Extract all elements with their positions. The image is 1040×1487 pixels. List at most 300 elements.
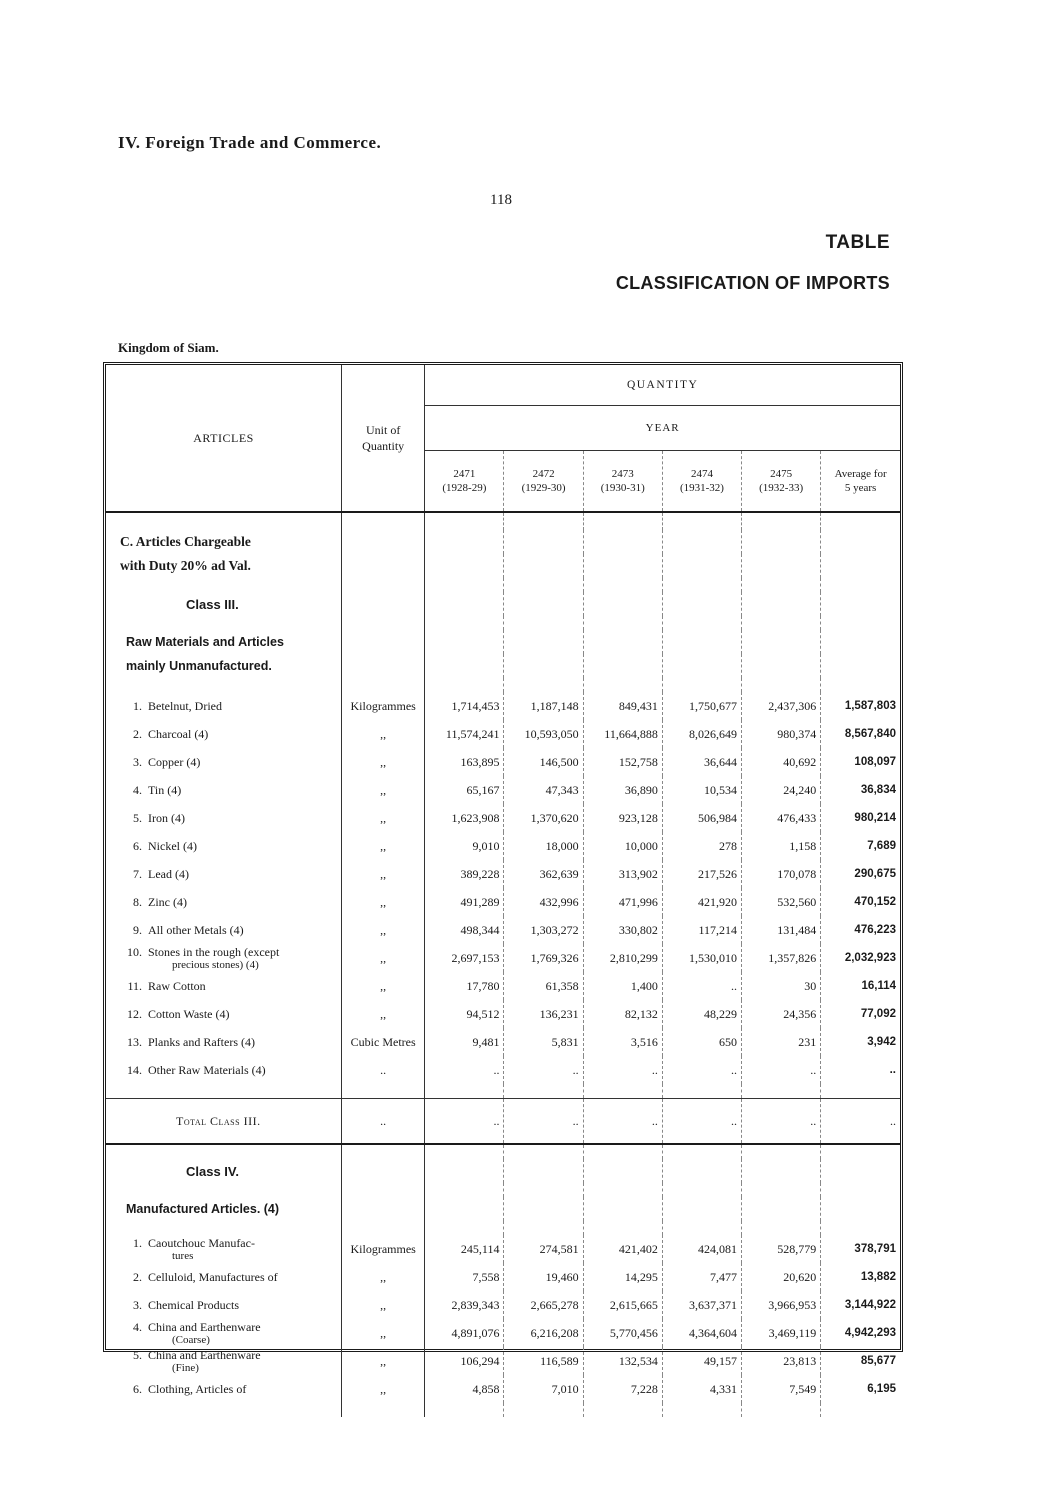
unit-cell xyxy=(342,512,425,530)
table-row xyxy=(106,1291,900,1319)
article-name xyxy=(106,1347,342,1375)
value-cell: 528,779 xyxy=(742,1235,821,1263)
table-row xyxy=(106,1263,900,1291)
table-row xyxy=(106,888,900,916)
article-index: 5. xyxy=(133,1348,142,1362)
value-cell xyxy=(425,616,504,630)
value-cell xyxy=(821,1221,900,1235)
value-cell xyxy=(821,1183,900,1197)
value-cell: 1,623,908 xyxy=(425,804,504,832)
value-cell xyxy=(583,592,662,616)
value-cell xyxy=(662,530,741,554)
value-cell: 313,902 xyxy=(583,860,662,888)
value-cell: 1,769,326 xyxy=(504,944,583,972)
class-iii-subtitle-2-row xyxy=(106,654,900,678)
table-row xyxy=(106,1347,900,1375)
value-cell xyxy=(742,1183,821,1197)
average-cell: 2,032,923 xyxy=(821,944,900,972)
spacer-row xyxy=(106,616,900,630)
article-index: 11. xyxy=(127,978,142,993)
value-cell xyxy=(425,654,504,678)
value-cell: .. xyxy=(583,1056,662,1084)
average-cell: 476,223 xyxy=(821,916,900,944)
class-iv-title-row xyxy=(106,1159,900,1183)
value-cell: 30 xyxy=(742,972,821,1000)
value-cell xyxy=(504,1159,583,1183)
value-cell: 1,187,148 xyxy=(504,692,583,720)
value-cell: 1,714,453 xyxy=(425,692,504,720)
value-cell: 48,229 xyxy=(662,1000,741,1028)
value-cell xyxy=(425,592,504,616)
value-cell: 2,697,153 xyxy=(425,944,504,972)
value-cell: .. xyxy=(662,1056,741,1084)
value-cell: 136,231 xyxy=(504,1000,583,1028)
value-cell xyxy=(662,616,741,630)
value-cell xyxy=(583,1403,662,1417)
year-column-header xyxy=(662,451,741,513)
unit-cell xyxy=(342,1159,425,1183)
value-cell xyxy=(742,554,821,578)
article-name xyxy=(106,692,342,720)
unit-cell: ,, xyxy=(342,832,425,860)
article-index: 1. xyxy=(133,1236,142,1250)
table-label: TABLE xyxy=(825,232,890,253)
total-value-cell: .. xyxy=(583,1099,662,1145)
value-cell xyxy=(742,1197,821,1221)
value-cell xyxy=(742,1221,821,1235)
value-cell xyxy=(821,1403,900,1417)
article-name xyxy=(106,720,342,748)
article-label: Celluloid, Manufactures of xyxy=(148,1269,278,1284)
article-name xyxy=(106,776,342,804)
value-cell: 36,890 xyxy=(583,776,662,804)
header-quantity: QUANTITY xyxy=(425,365,900,406)
unit-cell xyxy=(342,630,425,654)
article-index: 3. xyxy=(133,1297,142,1312)
spacer-cell xyxy=(106,1144,342,1159)
value-cell xyxy=(583,1197,662,1221)
value-cell: 362,639 xyxy=(504,860,583,888)
value-cell xyxy=(821,1144,900,1159)
article-label: Iron (4) xyxy=(148,810,185,825)
value-cell: 5,831 xyxy=(504,1028,583,1056)
value-cell: 7,010 xyxy=(504,1375,583,1403)
value-cell: 1,158 xyxy=(742,832,821,860)
article-label: Betelnut, Dried xyxy=(148,698,222,713)
unit-cell: Cubic Metres xyxy=(342,1028,425,1056)
value-cell xyxy=(821,654,900,678)
value-cell: 217,526 xyxy=(662,860,741,888)
unit-cell: ,, xyxy=(342,1263,425,1291)
article-name xyxy=(106,916,342,944)
value-cell: 170,078 xyxy=(742,860,821,888)
table-row xyxy=(106,1056,900,1084)
article-label: Copper (4) xyxy=(148,754,201,769)
value-cell xyxy=(504,554,583,578)
value-cell xyxy=(583,678,662,692)
year-label: Average for xyxy=(834,468,887,480)
value-cell xyxy=(504,1183,583,1197)
value-cell: 17,780 xyxy=(425,972,504,1000)
value-cell: 278 xyxy=(662,832,741,860)
value-cell: 2,615,665 xyxy=(583,1291,662,1319)
value-cell xyxy=(742,512,821,530)
value-cell xyxy=(504,1403,583,1417)
article-name xyxy=(106,888,342,916)
value-cell xyxy=(821,592,900,616)
article-label: Charcoal (4) xyxy=(148,726,209,741)
spacer-row xyxy=(106,578,900,592)
value-cell xyxy=(742,654,821,678)
table-row xyxy=(106,944,900,972)
year-column-header xyxy=(821,451,900,513)
value-cell xyxy=(821,630,900,654)
value-cell xyxy=(504,654,583,678)
article-label: Raw Cotton xyxy=(148,978,206,993)
article-name xyxy=(106,1235,342,1263)
value-cell: .. xyxy=(504,1056,583,1084)
year-column-header xyxy=(742,451,821,513)
value-cell: 849,431 xyxy=(583,692,662,720)
value-cell: 923,128 xyxy=(583,804,662,832)
value-cell xyxy=(742,530,821,554)
total-class-iii-label: Total Class III. xyxy=(106,1099,342,1145)
value-cell: 163,895 xyxy=(425,748,504,776)
unit-cell: ,, xyxy=(342,916,425,944)
article-sublabel: precious stones) (4) xyxy=(172,959,259,971)
year-label: 2471 xyxy=(453,468,476,480)
value-cell: 146,500 xyxy=(504,748,583,776)
value-cell: 476,433 xyxy=(742,804,821,832)
table-row xyxy=(106,972,900,1000)
average-cell: 85,677 xyxy=(821,1347,900,1375)
value-cell: 65,167 xyxy=(425,776,504,804)
article-name xyxy=(106,1000,342,1028)
value-cell xyxy=(425,1144,504,1159)
average-cell: 7,689 xyxy=(821,832,900,860)
unit-cell: Kilogrammes xyxy=(342,1235,425,1263)
article-name xyxy=(106,944,342,972)
value-cell: 23,813 xyxy=(742,1347,821,1375)
article-sublabel: (Coarse) xyxy=(172,1334,210,1346)
total-value-cell: .. xyxy=(742,1099,821,1145)
header-unit: Unit of Quantity xyxy=(342,365,425,512)
value-cell xyxy=(821,678,900,692)
total-value-cell: .. xyxy=(662,1099,741,1145)
spacer-cell xyxy=(106,512,342,530)
value-cell: 47,343 xyxy=(504,776,583,804)
value-cell: 94,512 xyxy=(425,1000,504,1028)
value-cell: 650 xyxy=(662,1028,741,1056)
unit-cell xyxy=(342,578,425,592)
article-name xyxy=(106,1056,342,1084)
article-index: 5. xyxy=(133,810,142,825)
table-row xyxy=(106,748,900,776)
value-cell xyxy=(425,678,504,692)
article-index: 14. xyxy=(127,1062,142,1077)
class-iii-title: Class III. xyxy=(186,596,239,612)
article-index: 7. xyxy=(133,866,142,881)
value-cell: 245,114 xyxy=(425,1235,504,1263)
year-period: (1929-30) xyxy=(521,482,566,494)
value-cell: 9,481 xyxy=(425,1028,504,1056)
value-cell xyxy=(821,616,900,630)
spacer-row xyxy=(106,1403,900,1417)
value-cell: 9,010 xyxy=(425,832,504,860)
article-name xyxy=(106,1263,342,1291)
average-cell: 3,942 xyxy=(821,1028,900,1056)
value-cell: 1,400 xyxy=(583,972,662,1000)
class-iv-title: Class IV. xyxy=(186,1163,240,1179)
value-cell xyxy=(742,630,821,654)
value-cell: 117,214 xyxy=(662,916,741,944)
value-cell: 49,157 xyxy=(662,1347,741,1375)
value-cell: 498,344 xyxy=(425,916,504,944)
value-cell: 7,477 xyxy=(662,1263,741,1291)
value-cell: 2,839,343 xyxy=(425,1291,504,1319)
spacer-cell xyxy=(106,1403,342,1417)
article-index: 13. xyxy=(127,1034,142,1049)
average-cell: 36,834 xyxy=(821,776,900,804)
value-cell: 14,295 xyxy=(583,1263,662,1291)
value-cell xyxy=(583,654,662,678)
spacer-row xyxy=(106,1221,900,1235)
value-cell xyxy=(742,616,821,630)
value-cell: 19,460 xyxy=(504,1263,583,1291)
value-cell xyxy=(742,1084,821,1099)
spacer-row xyxy=(106,1084,900,1099)
unit-cell xyxy=(342,554,425,578)
value-cell: 421,920 xyxy=(662,888,741,916)
spacer-cell xyxy=(106,616,342,630)
spacer-row xyxy=(106,512,900,530)
table-row xyxy=(106,832,900,860)
table-row xyxy=(106,720,900,748)
average-cell: 108,097 xyxy=(821,748,900,776)
value-cell: 424,081 xyxy=(662,1235,741,1263)
value-cell: 2,437,306 xyxy=(742,692,821,720)
spacer-cell xyxy=(106,678,342,692)
value-cell xyxy=(662,1084,741,1099)
average-cell: 8,567,840 xyxy=(821,720,900,748)
value-cell xyxy=(742,1144,821,1159)
article-label: China and Earthenware xyxy=(148,1320,261,1334)
value-cell xyxy=(504,1221,583,1235)
value-cell xyxy=(662,630,741,654)
article-index: 6. xyxy=(133,838,142,853)
article-label: Chemical Products xyxy=(148,1297,239,1312)
table-row xyxy=(106,692,900,720)
value-cell: 4,891,076 xyxy=(425,1319,504,1347)
value-cell xyxy=(583,630,662,654)
value-cell xyxy=(504,1197,583,1221)
article-index: 1. xyxy=(133,698,142,713)
value-cell: 106,294 xyxy=(425,1347,504,1375)
value-cell xyxy=(742,1403,821,1417)
year-period: (1928-29) xyxy=(442,482,487,494)
average-cell: 290,675 xyxy=(821,860,900,888)
value-cell xyxy=(504,1144,583,1159)
value-cell: 24,356 xyxy=(742,1000,821,1028)
average-cell: .. xyxy=(821,1056,900,1084)
value-cell xyxy=(821,1084,900,1099)
value-cell xyxy=(742,1159,821,1183)
year-period: (1931-32) xyxy=(679,482,724,494)
value-cell: 3,516 xyxy=(583,1028,662,1056)
article-name xyxy=(106,804,342,832)
value-cell xyxy=(583,554,662,578)
value-cell: 2,665,278 xyxy=(504,1291,583,1319)
article-name xyxy=(106,1319,342,1347)
year-label: 2475 xyxy=(770,468,793,480)
article-name xyxy=(106,860,342,888)
year-period: 5 years xyxy=(844,482,877,494)
spacer-row xyxy=(106,1144,900,1159)
section-c-subtitle: with Duty 20% ad Val. xyxy=(120,558,251,573)
kingdom-label: Kingdom of Siam. xyxy=(118,340,219,355)
value-cell: 471,996 xyxy=(583,888,662,916)
average-cell: 13,882 xyxy=(821,1263,900,1291)
table-row xyxy=(106,1235,900,1263)
value-cell: 330,802 xyxy=(583,916,662,944)
article-index: 12. xyxy=(127,1006,142,1021)
year-column-header xyxy=(583,451,662,513)
unit-cell xyxy=(342,616,425,630)
spacer-row xyxy=(106,678,900,692)
article-index: 2. xyxy=(133,1269,142,1284)
value-cell: .. xyxy=(662,972,741,1000)
year-period: (1932-33) xyxy=(759,482,804,494)
article-label: Nickel (4) xyxy=(148,838,197,853)
value-cell: 152,758 xyxy=(583,748,662,776)
value-cell: 980,374 xyxy=(742,720,821,748)
table-row xyxy=(106,860,900,888)
unit-cell: ,, xyxy=(342,1319,425,1347)
article-index: 8. xyxy=(133,894,142,909)
value-cell xyxy=(504,678,583,692)
value-cell: .. xyxy=(425,1056,504,1084)
value-cell: 1,370,620 xyxy=(504,804,583,832)
value-cell: 8,026,649 xyxy=(662,720,741,748)
average-cell: 378,791 xyxy=(821,1235,900,1263)
value-cell xyxy=(662,592,741,616)
value-cell xyxy=(504,530,583,554)
section-heading: IV. Foreign Trade and Commerce. xyxy=(118,133,382,152)
year-period: (1930-31) xyxy=(600,482,645,494)
value-cell: 4,858 xyxy=(425,1375,504,1403)
unit-cell: .. xyxy=(342,1056,425,1084)
value-cell: 506,984 xyxy=(662,804,741,832)
header-year: YEAR xyxy=(425,406,900,451)
article-label: Tin (4) xyxy=(148,782,182,797)
article-index: 4. xyxy=(133,1320,142,1334)
class-iii-subtitle-row xyxy=(106,630,900,654)
article-label: All other Metals (4) xyxy=(148,922,244,937)
class-iii-subtitle: Raw Materials and Articles xyxy=(126,635,284,649)
value-cell: 10,000 xyxy=(583,832,662,860)
value-cell xyxy=(504,512,583,530)
unit-cell xyxy=(342,592,425,616)
value-cell: 61,358 xyxy=(504,972,583,1000)
section-c-title-row xyxy=(106,530,900,554)
unit-cell xyxy=(342,530,425,554)
value-cell xyxy=(662,578,741,592)
article-label: Clothing, Articles of xyxy=(148,1381,247,1396)
total-value-cell: .. xyxy=(504,1099,583,1145)
value-cell: 18,000 xyxy=(504,832,583,860)
total-row xyxy=(106,1099,900,1145)
value-cell xyxy=(425,1197,504,1221)
value-cell xyxy=(742,678,821,692)
unit-cell: Kilogrammes xyxy=(342,692,425,720)
class-iii-title-row xyxy=(106,592,900,616)
table-row xyxy=(106,916,900,944)
value-cell xyxy=(821,1159,900,1183)
value-cell xyxy=(504,616,583,630)
value-cell: 131,484 xyxy=(742,916,821,944)
average-cell: 4,942,293 xyxy=(821,1319,900,1347)
table-row xyxy=(106,1000,900,1028)
year-column-header xyxy=(425,451,504,513)
section-c-title: C. Articles Chargeable xyxy=(120,534,251,549)
unit-cell: ,, xyxy=(342,1347,425,1375)
value-cell: 491,289 xyxy=(425,888,504,916)
value-cell xyxy=(504,1084,583,1099)
value-cell xyxy=(583,530,662,554)
value-cell xyxy=(583,616,662,630)
unit-cell: ,, xyxy=(342,1291,425,1319)
value-cell: 3,637,371 xyxy=(662,1291,741,1319)
value-cell xyxy=(821,512,900,530)
value-cell: 36,644 xyxy=(662,748,741,776)
article-label: Caoutchouc Manufac- xyxy=(148,1236,255,1250)
value-cell xyxy=(662,554,741,578)
value-cell xyxy=(583,1221,662,1235)
value-cell: 532,560 xyxy=(742,888,821,916)
unit-cell: ,, xyxy=(342,720,425,748)
article-index: 10. xyxy=(127,945,142,959)
value-cell: 24,240 xyxy=(742,776,821,804)
total-value-cell: .. xyxy=(821,1099,900,1145)
value-cell: 5,770,456 xyxy=(583,1319,662,1347)
value-cell xyxy=(583,512,662,530)
article-index: 4. xyxy=(133,782,142,797)
unit-cell xyxy=(342,1183,425,1197)
unit-cell xyxy=(342,678,425,692)
value-cell: 7,228 xyxy=(583,1375,662,1403)
value-cell: 1,750,677 xyxy=(662,692,741,720)
article-sublabel: (Fine) xyxy=(172,1362,199,1374)
average-cell: 470,152 xyxy=(821,888,900,916)
unit-cell: ,, xyxy=(342,860,425,888)
table-row xyxy=(106,804,900,832)
article-name xyxy=(106,748,342,776)
article-name xyxy=(106,1291,342,1319)
average-cell: 1,587,803 xyxy=(821,692,900,720)
year-column-header xyxy=(504,451,583,513)
article-index: 9. xyxy=(133,922,142,937)
value-cell: 1,530,010 xyxy=(662,944,741,972)
total-value-cell: .. xyxy=(425,1099,504,1145)
value-cell xyxy=(504,578,583,592)
unit-cell xyxy=(342,1144,425,1159)
value-cell xyxy=(662,512,741,530)
value-cell xyxy=(583,1159,662,1183)
value-cell: 11,664,888 xyxy=(583,720,662,748)
value-cell xyxy=(425,1159,504,1183)
value-cell xyxy=(583,1183,662,1197)
value-cell xyxy=(821,530,900,554)
